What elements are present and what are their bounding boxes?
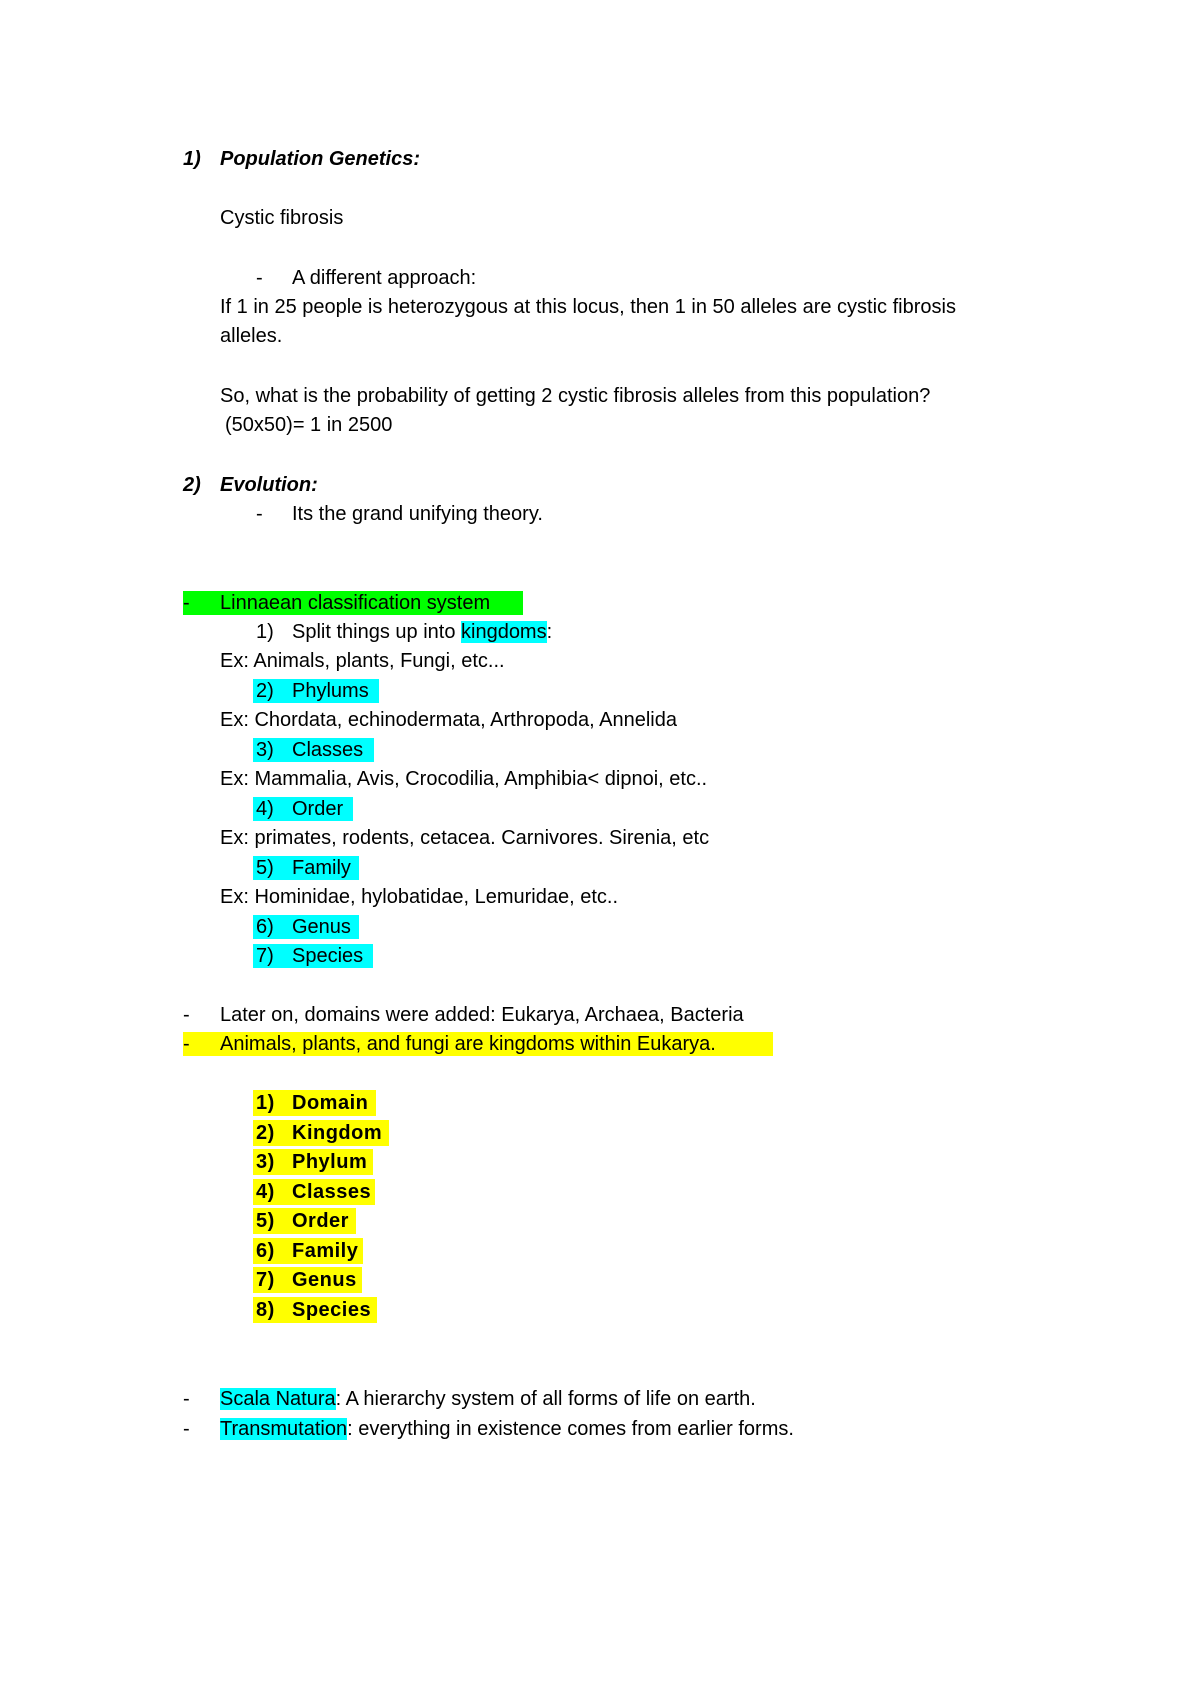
section1-bullet: A different approach: [292,267,477,289]
rank-number: 1) [256,1092,275,1114]
section1-answer: (50x50)= 1 in 2500 [225,414,393,436]
linnaean-item2-highlight [253,679,379,703]
section2-bullet: Its the grand unifying theory. [292,503,543,525]
rank-label: Domain [292,1092,369,1114]
linnaean-example5: Ex: Hominidae, hylobatidae, Lemuridae, etc.. [220,886,618,908]
linnaean-example4: Ex: primates, rodents, cetacea. Carnivores. Sirenia, etc [220,827,710,849]
linnaean-title-highlight [183,591,523,615]
rank-number: 5) [256,1210,275,1232]
rank-number: 4) [256,1180,275,1203]
term-scala-definition: : A hierarchy system of all forms of life on earth. [335,1388,756,1410]
linnaean-item7: Species [292,945,364,967]
section2-number: 2) [183,474,201,496]
domains-dash2: - [183,1033,190,1055]
linnaean-example3: Ex: Mammalia, Avis, Crocodilia, Amphibia< dipnoi, etc.. [220,768,708,790]
section1-heading: Population Genetics: [220,148,421,170]
domains-line1: Later on, domains were added: Eukarya, Archaea, Bacteria [220,1004,744,1026]
section2-heading: Evolution: [220,474,318,496]
term-transmutation-label: Transmutation [220,1418,348,1440]
linnaean-item6: Genus [292,916,351,938]
rank-number: 7) [256,1269,275,1291]
terms-dash1: - [183,1388,190,1410]
rank-item [253,1179,375,1205]
linnaean-item7-highlight [253,944,373,968]
domains-dash1: - [183,1004,190,1026]
section1-question: So, what is the probability of getting 2 cystic fibrosis alleles from this population? [220,385,931,407]
linnaean-item3-number: 3) [256,739,274,761]
linnaean-item2-number: 2) [256,680,274,702]
rank-label: Species [292,1298,372,1321]
rank-label: Kingdom [292,1121,383,1144]
terms-dash2: - [183,1418,190,1440]
rank-label: Genus [292,1269,357,1291]
rank-number: 8) [256,1298,275,1321]
domains-line2-highlight [183,1032,773,1056]
rank-item [253,1120,389,1146]
rank-number: 3) [256,1151,275,1173]
linnaean-example2: Ex: Chordata, echinodermata, Arthropoda, Annelida [220,709,677,731]
linnaean-dash: - [183,592,190,614]
rank-item [253,1149,373,1175]
section2-bullet-dash: - [256,503,263,525]
linnaean-title: Linnaean classification system [220,592,491,614]
linnaean-item1-number: 1) [256,621,274,643]
linnaean-item3-highlight [253,738,374,762]
rank-label: Classes [292,1180,372,1203]
section1-paragraph-line2: alleles. [220,325,283,347]
rank-item [253,1238,363,1264]
linnaean-item7-number: 7) [256,945,274,967]
linnaean-item1 [292,620,552,644]
linnaean-item2: Phylums [292,680,369,702]
term-transmutation-definition: : everything in existence comes from earlier forms. [347,1418,794,1440]
linnaean-item6-number: 6) [256,916,274,938]
section1-paragraph-line1: If 1 in 25 people is heterozygous at this locus, then 1 in 50 alleles are cystic fibrosis [220,296,956,318]
rank-item [253,1297,377,1323]
rank-item [253,1090,376,1116]
linnaean-item5-number: 5) [256,857,274,879]
linnaean-item3: Classes [292,739,364,761]
linnaean-item1-tail: : [546,621,553,643]
linnaean-item6-highlight [253,915,359,939]
term-scala [220,1387,756,1411]
linnaean-item4: Order [292,798,344,820]
section1-topic: Cystic fibrosis [220,207,344,229]
rank-label: Order [292,1210,349,1232]
rank-number: 2) [256,1121,275,1144]
section1-number: 1) [183,148,201,170]
linnaean-item5-highlight [253,856,359,880]
linnaean-item1-highlight: kingdoms [461,621,547,643]
rank-item [253,1267,362,1293]
linnaean-item4-number: 4) [256,798,274,820]
linnaean-item4-highlight [253,797,353,821]
term-transmutation [220,1417,794,1441]
rank-label: Family [292,1239,359,1262]
rank-number: 6) [256,1239,275,1262]
linnaean-example1: Ex: Animals, plants, Fungi, etc... [220,650,505,672]
domains-line2: Animals, plants, and fungi are kingdoms within Eukarya. [220,1033,716,1055]
rank-item [253,1208,356,1234]
term-scala-label: Scala Natura [220,1388,336,1410]
linnaean-item5: Family [292,857,351,879]
section1-bullet-dash: - [256,267,263,289]
linnaean-item1-text: Split things up into [292,621,461,643]
rank-label: Phylum [292,1151,368,1173]
